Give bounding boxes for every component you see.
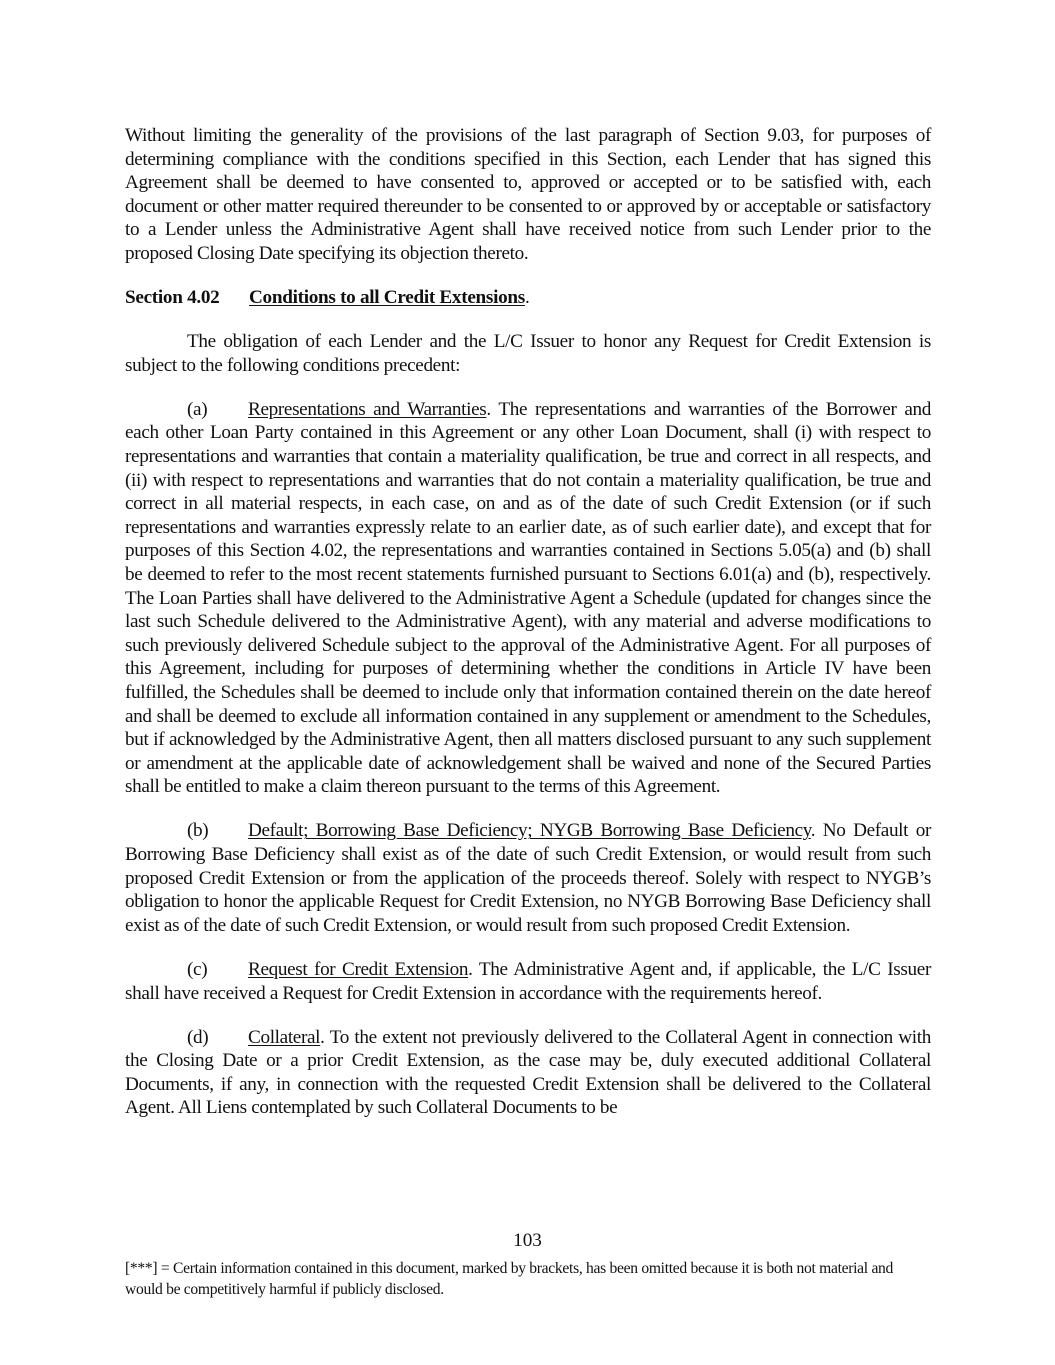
clause-body: The representations and warranties of the Borrower and each other Loan Party contained in this Agreement or any other Loan Document, shall (i) with respect to representations and warranties that contain a materiality qualification, be true and correct in all respects, and (ii) with respect to representations and warranties that do not contain a materiality qualification, be true and correct in all material respects, in each case, on and as of the date of such Credit Extension (or if such representations and warranties expressly relate to an earlier date, as of such earlier date), and except that for purposes of this Section 4.02, the representations and warranties contained in Sections 5.05(a) and (b) shall be deemed to refer to the most recent statements furnished pursuant to Sections 6.01(a) and (b), respectively. The Loan Parties shall have delivered to the Administrative Agent a Schedule (updated for changes since the last such Schedule delivered to the Administrative Agent), with any material and adverse modifications to such previously delivered Schedule subject to the approval of the Administrative Agent. For all purposes of this Agreement, including for purposes of determining whether the conditions in Article IV have been fulfilled, the Schedules shall be deemed to include only that information contained therein on the date hereof and shall be deemed to exclude all information contained in any supplement or amendment to the Schedules, but if acknowledged by the Administrative Agent, then all matters disclosed pursuant to any such supplement or amendment at the applicable date of acknowledgement shall be waived and none of the Secured Parties shall be entitled to make a claim thereon pursuant to the terms of this Agreement. [125, 398, 931, 798]
clause-c [125, 958, 931, 1005]
clause-heading-suffix: . [468, 958, 473, 980]
clause-a [125, 398, 931, 799]
clause-body: To the extent not previously delivered to the Collateral Agent in connection with the Closing Date or a prior Credit Extension, as the case may be, duly executed additional Collateral Documents, if any, in connection with the requested Credit Extension shall be delivered to the Collateral Agent. All Liens contemplated by such Collateral Documents to be [125, 1026, 931, 1119]
clause-label: (d) [187, 1026, 209, 1048]
section-number: Section 4.02 [125, 287, 220, 309]
clause-heading-suffix: . [810, 820, 816, 842]
clause-heading-suffix: . [320, 1026, 325, 1048]
section-lead: The obligation of each Lender and the L/C Issuer to honor any Request for Credit Extension is subject to the following conditions precedent: [125, 331, 931, 376]
footnote: [***] = Certain information contained in this document, marked by brackets, has been omitted because it is both not material and would be competitively harmful if publicly disclosed. [125, 1260, 894, 1298]
clause-label: (a) [187, 398, 208, 420]
clause-heading: Representations and Warranties [248, 398, 487, 420]
section-heading [125, 286, 931, 310]
clause-body: No Default or Borrowing Base Deficiency shall exist as of the date of such Credit Extension, or would result from such proposed Credit Extension or from the application of the proceeds thereof. Solely with respect to NYGB’s obligation to honor the applicable Request for Credit Extension, no NYGB Borrowing Base Deficiency shall exist as of the date of such Credit Extension, or would result from such proposed Credit Extension. [125, 820, 931, 936]
section-title: Conditions to all Credit Extensions [249, 287, 525, 309]
clause-d [125, 1026, 931, 1120]
clause-label: (b) [187, 820, 209, 842]
clause-heading-suffix: . [486, 398, 491, 420]
clause-body: The Administrative Agent and, if applicable, the L/C Issuer shall have received a Request for Credit Extension in accordance with the requirements hereof. [125, 958, 931, 1004]
clause-heading: Collateral [248, 1026, 321, 1048]
document-page [125, 124, 931, 1120]
clause-heading: Request for Credit Extension [248, 958, 469, 980]
section-title-suffix: . [524, 287, 530, 309]
clause-heading: Default; Borrowing Base Deficiency; NYGB Borrowing Base Deficiency [248, 820, 811, 842]
page-number: 103 [513, 1230, 542, 1251]
clause-label: (c) [187, 958, 208, 980]
clause-b [125, 819, 931, 937]
intro-paragraph: Without limiting the generality of the provisions of the last paragraph of Section 9.03, for purposes of determining compliance with the conditions specified in this Section, each Lender that has signed this Agreement shall be deemed to have consented to, approved or accepted or to be satisfied with, each document or other matter required thereunder to be consented to or approved by or acceptable or satisfactory to a Lender unless the Administrative Agent shall have received notice from such Lender prior to the proposed Closing Date specifying its objection thereto. [125, 125, 931, 264]
